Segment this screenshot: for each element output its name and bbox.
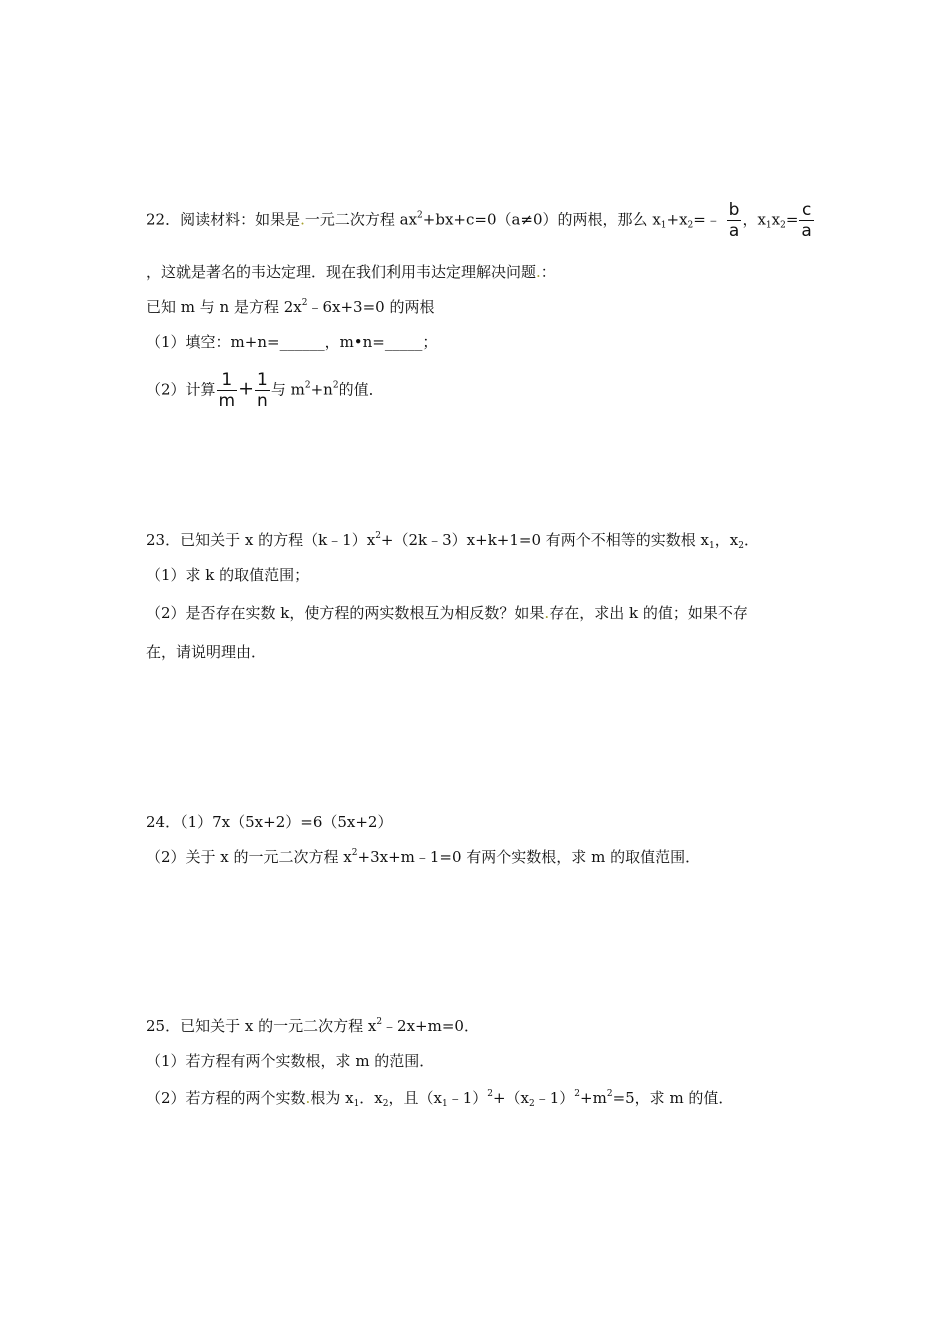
superscript: 2 bbox=[574, 1089, 581, 1099]
q22-text-product: ，x bbox=[742, 210, 766, 229]
q22-part2 bbox=[146, 370, 384, 411]
subscript: 2 bbox=[687, 220, 694, 231]
q22-text-plus: +x bbox=[666, 210, 688, 229]
superscript: 2 bbox=[301, 298, 308, 308]
subscript: 1 bbox=[441, 1099, 448, 1109]
q23-stem: 23．已知关于 x 的方程（k﹣1）x bbox=[146, 531, 376, 549]
q22-compute: （2）计算 bbox=[146, 380, 216, 399]
q22-text-intro: 22．阅读材料：如果是 bbox=[146, 210, 301, 229]
q25-line1 bbox=[146, 1016, 479, 1036]
subscript: 2 bbox=[529, 1099, 535, 1109]
q25-part1-text: （1）若方程有两个实数根，求 m 的范围． bbox=[146, 1052, 435, 1070]
mark-dot: . bbox=[305, 1089, 311, 1107]
q23-x2: ，x bbox=[714, 531, 739, 549]
q22-value: 的值． bbox=[338, 380, 384, 399]
mark-dot: . bbox=[536, 263, 541, 281]
subscript: 2 bbox=[382, 1099, 389, 1109]
q24-part2: （2）关于 x 的一元二次方程 x bbox=[146, 848, 352, 866]
fraction-1-over-m bbox=[217, 370, 238, 411]
superscript: 2 bbox=[487, 1089, 493, 1099]
q23-line1 bbox=[146, 530, 759, 550]
mark-dot: . bbox=[544, 604, 550, 622]
q22-and-m: 与 m bbox=[270, 380, 305, 399]
mark-dot: . bbox=[300, 210, 305, 229]
fraction-1-over-n bbox=[255, 370, 270, 411]
fraction-denominator: a bbox=[728, 221, 740, 241]
fraction-b-over-a bbox=[727, 200, 742, 241]
q22-given: 已知 m 与 n 是方程 2x bbox=[146, 298, 302, 316]
fraction-denominator: a bbox=[801, 221, 812, 241]
q25-part2 bbox=[146, 1088, 733, 1108]
q23-part2-end: 在，请说明理由． bbox=[146, 643, 267, 661]
q23-part2-text-cont: 存在，求出 k 的值；如果不存 bbox=[549, 604, 748, 622]
q24-line1 bbox=[146, 812, 392, 832]
subscript: 2 bbox=[738, 541, 744, 551]
fraction-c-over-a bbox=[799, 200, 813, 241]
q22-colon: ： bbox=[540, 263, 556, 281]
q24-part2-cont: +3x+m﹣1=0 有两个实数根，求 m 的取值范围． bbox=[357, 848, 701, 866]
superscript: 2 bbox=[351, 848, 358, 858]
q25-and: ，且（x bbox=[388, 1089, 442, 1107]
q25-plus-x: +（x bbox=[492, 1089, 530, 1107]
q23-part1-text: （1）求 k 的取值范围； bbox=[146, 566, 310, 584]
superscript: 2 bbox=[332, 380, 339, 391]
q22-text-roots: +bx+c=0（a≠0）的两根，那么 x bbox=[422, 210, 661, 229]
q25-part2-text: （2）若方程的两个实数 bbox=[146, 1089, 306, 1107]
q25-stem: 25．已知关于 x 的一元二次方程 x bbox=[146, 1017, 377, 1035]
q23-stem-cont: +（2k﹣3）x+k+1=0 有两个不相等的实数根 x bbox=[380, 531, 710, 549]
q23-part2-text: （2）是否存在实数 k，使方程的两实数根互为相反数？如果 bbox=[146, 604, 545, 622]
q22-line2 bbox=[146, 262, 556, 282]
fraction-numerator: 1 bbox=[257, 370, 268, 390]
subscript: 1 bbox=[709, 541, 715, 551]
fraction-denominator: n bbox=[257, 391, 268, 411]
q23-period: ． bbox=[743, 531, 759, 549]
superscript: 2 bbox=[304, 380, 311, 391]
q22-text-equation: 一元二次方程 ax bbox=[304, 210, 418, 229]
superscript: 2 bbox=[417, 210, 423, 221]
subscript: 1 bbox=[765, 220, 772, 231]
fraction-numerator: c bbox=[799, 200, 813, 221]
superscript: 2 bbox=[606, 1089, 613, 1099]
q25-part1 bbox=[146, 1051, 434, 1071]
fraction-numerator: 1 bbox=[217, 370, 238, 391]
q22-text-eq2: = bbox=[785, 210, 799, 229]
q22-text-x: x bbox=[771, 210, 781, 229]
q22-part1 bbox=[146, 332, 437, 352]
q25-roots: 根为 x bbox=[310, 1089, 354, 1107]
q22-line1 bbox=[146, 200, 815, 241]
fraction-numerator: b bbox=[728, 200, 740, 220]
superscript: 2 bbox=[375, 531, 381, 541]
q25-plus-m: +m bbox=[580, 1089, 607, 1107]
superscript: 2 bbox=[376, 1017, 383, 1027]
q24-part1: 24．（1）7x（5x+2）=6（5x+2） bbox=[146, 813, 393, 831]
q22-line3 bbox=[146, 297, 434, 317]
q23-part2 bbox=[146, 603, 748, 623]
q25-minus1b: ﹣1） bbox=[534, 1089, 575, 1107]
plus-sign: + bbox=[238, 377, 255, 400]
q25-x2: ．x bbox=[359, 1089, 383, 1107]
q25-minus1: ﹣1） bbox=[447, 1089, 488, 1107]
q25-stem-cont: ﹣2x+m=0． bbox=[382, 1017, 479, 1035]
subscript: 2 bbox=[780, 220, 786, 231]
subscript: 1 bbox=[660, 220, 667, 231]
q22-text-eq: =﹣ bbox=[693, 210, 721, 229]
subscript: 1 bbox=[353, 1099, 360, 1109]
q22-fill-blank: （1）填空：m+n=______，m•n=_____； bbox=[146, 333, 438, 351]
q23-part1 bbox=[146, 565, 309, 585]
q25-end: =5，求 m 的值． bbox=[612, 1089, 734, 1107]
q24-line2 bbox=[146, 847, 700, 867]
q23-part2-cont bbox=[146, 642, 266, 662]
q22-plus-n: +n bbox=[310, 380, 333, 399]
q22-theorem-text: ，这就是著名的韦达定理．现在我们利用韦达定理解决问题 bbox=[146, 263, 537, 281]
q22-given-end: ﹣6x+3=0 的两根 bbox=[307, 298, 435, 316]
fraction-denominator: m bbox=[218, 391, 236, 411]
